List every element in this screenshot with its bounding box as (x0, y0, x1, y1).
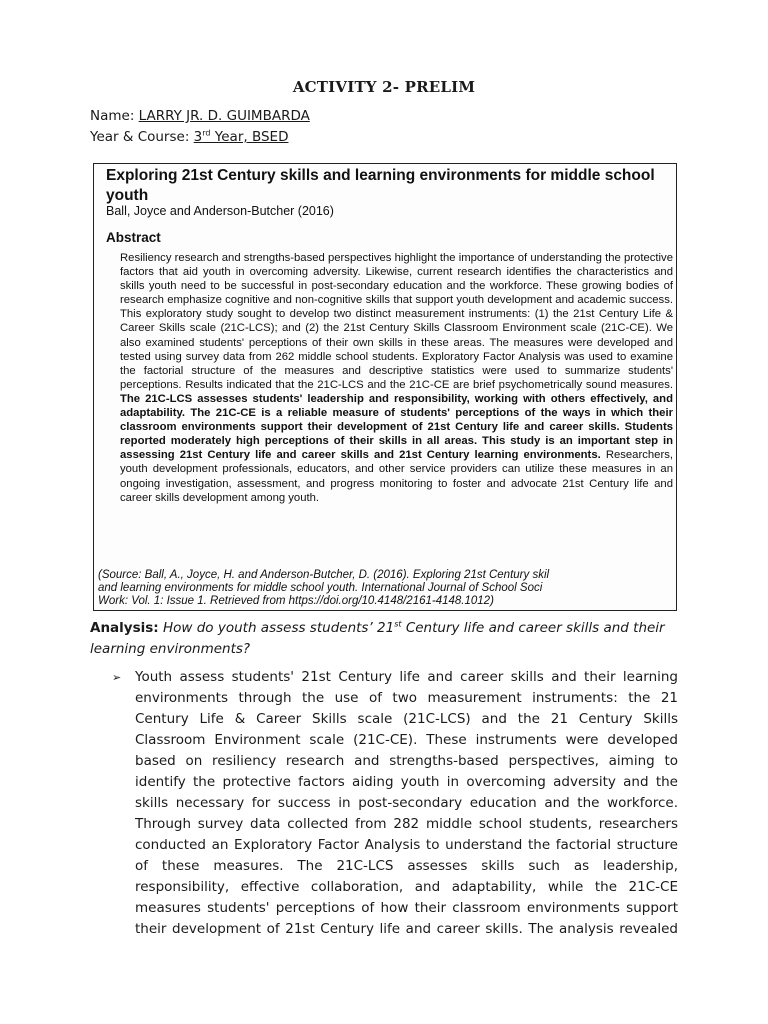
name-label: Name: (90, 108, 139, 124)
course-value: 3rd Year, BSED (193, 128, 289, 145)
analysis-label: Analysis: (90, 620, 159, 636)
activity-title: ACTIVITY 2- PRELIM (292, 78, 476, 96)
source-citation (98, 569, 676, 608)
analysis-answer: Youth assess students' 21st Century life and career skills and their learning environments through the use of two measurement instruments: the 21 Century Life & Career Skills scale (21C-LCS) and the 21 Century Skills Classroom Environment scale (21C-CE). These instruments were developed based on resiliency research and strengths-based perspectives, aiming to identify the protective factors aiding youth in overcoming adversity and the skills necessary for success in post-secondary education and the workforce. Through survey data collected from 282 middle school students, researchers conducted an Exploratory Factor Analysis to understand the factorial structure of these measures. The 21C-LCS assesses skills such as leadership, responsibility, effective collaboration, and adaptability, while the 21C-CE measures students' perceptions of how their classroom environments support their development of 21st Century life and career skills. The analysis revealed (135, 669, 678, 937)
abstract-text (120, 251, 673, 505)
paper-authors: Ball, Joyce and Anderson-Butcher (2016) (106, 204, 334, 218)
source-line: (Source: Ball, A., Joyce, H. and Anderson-Butcher, D. (2016). Exploring 21st Century skil (98, 569, 550, 581)
arrow-bullet-icon: ➢ (112, 671, 122, 684)
name-line (90, 108, 310, 124)
course-line (90, 129, 288, 145)
name-value: LARRY JR. D. GUIMBARDA (138, 108, 310, 124)
source-line: Work: Vol. 1: Issue 1. Retrieved from https://doi.org/10.4148/2161-4148.1012) (98, 595, 494, 607)
source-line: and learning environments for middle school youth. International Journal of School Soci (98, 582, 543, 594)
paper-title: Exploring 21st Century skills and learning environments for middle school youth (106, 167, 655, 204)
abstract-part-2: The 21C-LCS assesses students' leadership and responsibility, working with others effectively, and adaptability. The 21C-CE is a reliable measure of students' perceptions of the ways in which their classroom environments support their development of 21st Century life and career skills. Students reported moderately high perceptions of their skills in all areas. This study is an important step in assessing 21st Century life and career skills and 21st Century learning environments. (120, 392, 673, 462)
abstract-part-1: Resiliency research and strengths-based perspectives highlight the importance of understanding the protective factors that aid youth in overcoming adversity. Likewise, current research identifies the characteristics and skills youth need to be successful in post-secondary education and the workforce. These growing bodies of research emphasize cognitive and non-cognitive skills that support youth development and academic success. This exploratory study sought to develop two distinct measurement instruments: (1) the 21st Century Life & Career Skills scale (21C-LCS); and (2) the 21st Century Skills Classroom Environment scale (21C-CE). We also examined students' perceptions of their own skills in these areas. The measures were developed and tested using survey data from 262 middle school students. Exploratory Factor Analysis was used to examine the factorial structure of the measures and descriptive statistics were used to summarize students' perceptions. Results indicated that the 21C-LCS and the 21C-CE are brief psychometrically sound measures. (120, 252, 673, 391)
scanned-abstract-image (93, 163, 677, 611)
abstract-part-3: Researchers, youth development professionals, educators, and other service providers can utilize these measures in an ongoing investigation, assessment, and progress monitoring to foster and advocate 21st Century life and career skills development among youth. (120, 449, 673, 504)
analysis-question: How do youth assess students’ 21st Century life and career skills and their learning environments? (90, 619, 665, 657)
analysis-prompt (90, 618, 680, 660)
course-label: Year & Course: (90, 129, 194, 145)
abstract-heading: Abstract (106, 230, 161, 245)
